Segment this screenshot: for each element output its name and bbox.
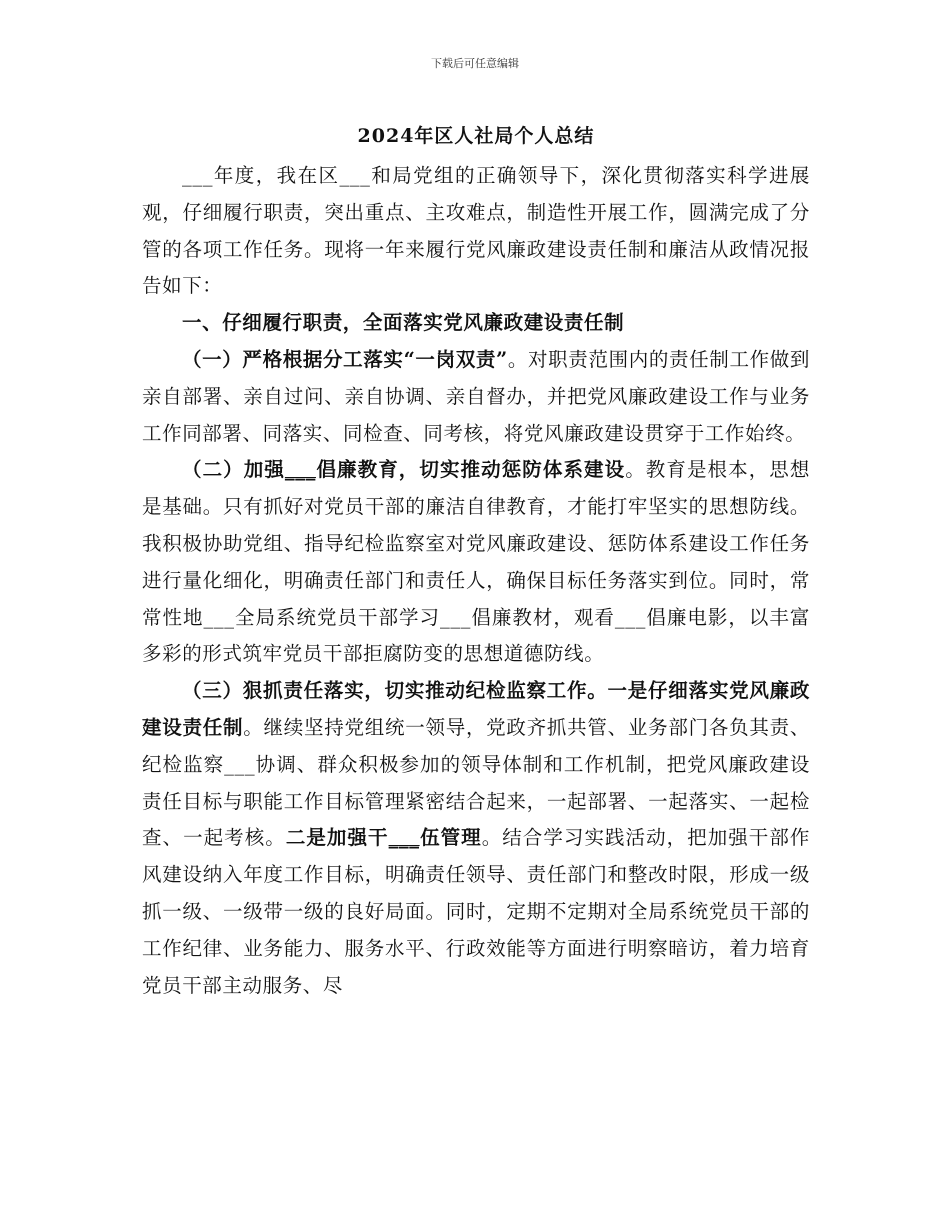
section-heading-1: 一、仔细履行职责，全面落实党风廉政建设责任制	[182, 311, 625, 335]
subsection-2-body: 。教育是根本，思想是基础。只有抓好对党员干部的廉洁自律教育，才能打牢坚实的思想防线。我积极协助党组、指导纪检监察室对党风廉政建设、惩防体系建设工作任务进行量化细化，明确责任部门和责任人，确保目标任务落实到位。同时，常常性地___全局系统党员干部学习___倡廉教材，观看___倡廉电影，以丰富多彩的形式筑牢党员干部拒腐防变的思想道德防线。	[142, 458, 810, 666]
subsection-3-lead-2b: 伍管理	[419, 826, 482, 850]
subsection-3-lead: （三）狠抓责任落实，切实推动纪检监察工作。一是仔细落实党风廉政建设责任制	[142, 679, 810, 739]
subsection-3-lead-2a: 二是加强干	[285, 826, 389, 850]
subsection-1-lead: （一）严格根据分工落实“一岗双责”	[182, 347, 508, 371]
subsection-2-lead-b: 倡廉教育，切实推动惩防体系建设	[315, 458, 626, 482]
subsection-3-paragraph	[142, 673, 810, 1004]
subsection-1-body: 。对职责范围内的责任制工作做到亲自部署、亲自过问、亲自协调、亲自督办，并把党风廉政建设工作与业务工作同部署、同落实、同检查、同考核，将党风廉政建设贯穿于工作始终。	[142, 347, 810, 445]
subsection-2-blank: ___	[284, 458, 316, 482]
subsection-2-lead-a: （二）加强	[182, 458, 285, 482]
document-title: 2024年区人社局个人总结	[357, 125, 595, 147]
page-header: 下载后可任意编辑	[431, 57, 519, 70]
subsection-3-blank-2: ___	[388, 826, 420, 850]
subsection-3-body-1: 。继续坚持党组统一领导，党政齐抓共管、业务部门各负其责、纪检监察___协调、群众积极参加的领导体制和工作机制，把党风廉政建设责任目标与职能工作目标管理紧密结合起来，一起部署、一起落实、一起检查、一起考核。	[142, 715, 810, 850]
subsection-3-body-2: 。结合学习实践活动，把加强干部作风建设纳入年度工作目标，明确责任领导、责任部门和整改时限，形成一级抓一级、一级带一级的良好局面。同时，定期不定期对全局系统党员干部的工作纪律、业务能力、服务水平、行政效能等方面进行明察暗访，着力培育党员干部主动服务、尽	[142, 826, 810, 997]
subsection-1-paragraph	[142, 342, 810, 452]
subsection-2-paragraph	[142, 452, 810, 673]
document-body	[142, 122, 810, 1004]
intro-paragraph: ___年度，我在区___和局党组的正确领导下，深化贯彻落实科学进展观，仔细履行职责，突出重点、主攻难点，制造性开展工作，圆满完成了分管的各项工作任务。现将一年来履行党风廉政建设责任制和廉洁从政情况报告如下：	[142, 164, 810, 298]
